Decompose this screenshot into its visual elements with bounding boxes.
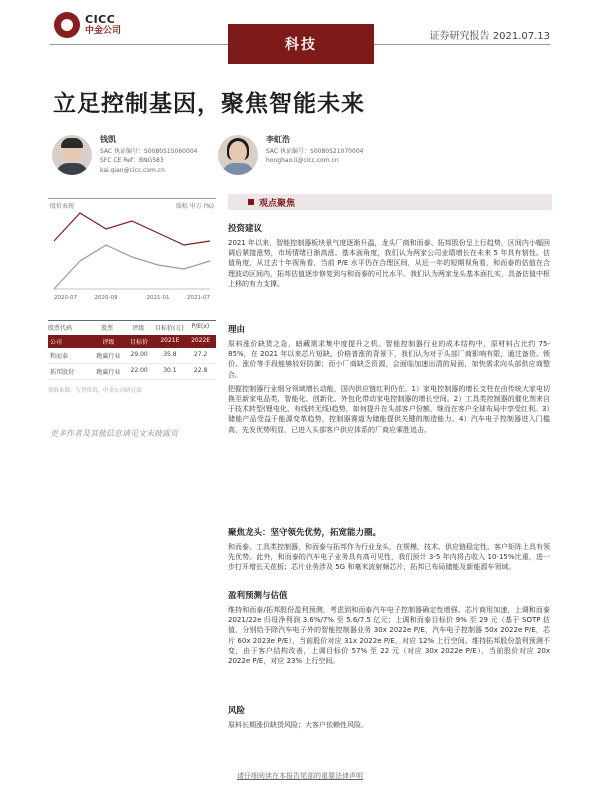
company-logo [54,12,121,38]
logo-en-text: CICC [85,13,116,26]
section-title: 聚焦龙头：坚守领先优势，拓宽能力圈。 [228,528,382,538]
highlights-label: 观点聚焦 [259,198,296,209]
table-cell: 拓邦股份 [50,369,75,376]
section-reasons [228,323,550,435]
table-subheader-cell: 公司 [50,339,63,346]
section-title: 盈利预测与估值 [228,591,288,601]
table-header-row [48,320,216,334]
table-subheader-cell: 目标价 [130,339,149,346]
table-cell: 和而泰 [50,353,69,360]
chart-svg [48,209,216,303]
x-tick-label: 2021-07 [187,295,210,301]
series-line-2 [54,245,210,289]
table-cell: 22.00 [130,367,148,374]
section-paragraph: 原料长期涨价缺货风险；大客户依赖性风险。 [228,721,368,729]
table-header-cell: 股票 [101,325,114,332]
table-source-note: 资料来源：万得资讯，中金公司研究部 [48,388,142,394]
section-leaders [228,526,550,573]
highlights-bar [228,194,552,210]
table-cell: 27.2 [193,351,208,358]
disclosure-note: 更多作者及其他信息请见文末披露页 [50,429,178,438]
table-row [48,348,216,364]
analyst-sfc: SFC CE Ref：BNG583 [100,157,164,164]
table-cell: 30.1 [163,367,177,374]
section-forecast [228,589,550,666]
section-paragraph: 2021 年以来，智能控制器板块景气度逐渐升温，龙头厂商和而泰、拓邦股份呈上行趋势，区间内小幅回调后紧接涨势，市场情绪日渐高涨。基本面角度，我们认为两家公司业绩增长在未来 5 年具有韧性。估值角度，从过去十年视角看，当前 P/E 水平仍在合理区间，从近一年的短期视角看，和而泰的估值在合理波动区间内，拓邦估值逐步修复到与和而泰的可比水平。我们认为两家龙头基本面扎实，具备估值中枢上移的有力支撑。 [228,239,550,288]
table-subheader-cell: 评级 [102,339,115,346]
section-title: 理由 [228,325,246,335]
x-tick-label: 2021-01 [146,295,170,301]
section-paragraph: 把握控制器行业细分领域增长动能，国内供应链红利仍在。1）家电控制器的增长支柱在由传统大家电切换至新家电品类，智能化、创新化、外包化带动家电控制器的增长空间。2）工具类控制器的催化剂来自于技术转型(锂电化、有线转无线)趋势，如何提升在头部客户份额，继而在客户全球布局中享受红利。3）储能产品受益于能源变革趋势，控制器赛道为储能提供关键的制造能力。4）汽车电子控制器进入门槛高，先发优势明显，已进入头部客户供应体系的厂商应乘胜追击。 [228,384,550,434]
legal-footer-link[interactable]: 请仔细阅读在本报告尾部的重要法律声明 [237,772,363,780]
table-header-cell: 目标价(元) [154,325,184,332]
section-title: 投资建议 [228,224,263,234]
analyst-name: 李虹浩 [266,135,290,144]
section-risk [228,704,550,730]
table-cell: 跑赢行业 [96,369,121,376]
section-paragraph: 原料涨价缺货之急，暗藏需求集中度提升之机。智能控制器行业的成本结构中，原材料占比约 75-85%，在 2021 年以来芯片短缺、价格普涨的背景下，我们认为对于头部厂商影响有限，通过备货、锁价、涨价等手段能够较好防御；而小厂商缺乏资源，会面临加速出清的局面，加快需求向头部供应商整合。 [228,340,550,379]
analyst-license: SAC 执证编号：S0080515060004 [100,147,198,155]
analyst-card [52,135,197,175]
table-cell: 35.8 [163,351,177,358]
square-bullet-icon [248,199,254,205]
section-tab: 科技 [228,24,374,64]
section-paragraph: 和而泰、工具类控制器，和而泰与拓邦作为行业龙头，在规模、技术、供应链稳定性、客户矩阵上具有领先优势。此外，和而泰的汽车电子业务具有高可见性，我们预计 3-5 年内将占收入 10-15%比重，进一步打开增长天花板；芯片业务涉及 5G 和毫米波射频芯片，拓邦已布局储能及新能源车领域。 [228,543,550,572]
logo-cn-text: 中金公司 [85,26,122,36]
analyst-card [218,135,363,175]
analyst-license: SAC 执证编号：S0080521070004 [266,147,364,155]
x-tick-label: 2020-09 [94,295,118,301]
report-title: 立足控制基因，聚焦智能未来 [53,91,365,117]
table-header-cell: 股票代码 [48,325,73,332]
analyst-name: 钱凯 [100,135,116,144]
table-header-cell: 评级 [132,325,145,332]
table-cell: 跑赢行业 [96,353,121,360]
analyst-email[interactable]: honghao.li@cicc.com.cn [266,157,339,164]
stock-performance-chart [48,198,216,302]
analyst-email[interactable]: kai.qian@cicc.com.cn [100,166,165,174]
x-tick-label: 2020-07 [54,295,77,301]
table-row [48,364,216,380]
analyst-avatar [52,135,92,175]
chart-legend: 瑞松 申万 (%) [175,203,214,210]
analyst-avatar [218,135,258,175]
series-line-1 [54,213,210,245]
cicc-logo-icon [54,12,80,38]
rating-table [48,320,216,394]
section-paragraph: 维持和而泰/拓邦股份盈利预测，考虑到和而泰汽车电子控制器确定性增强、芯片商用加速，上调和而泰 2021/22e 归母净利润 3.6%/7% 至 5.6/7.5 亿元；上调和而泰目标价 9% 至 29 元（基于 SOTP 估值，分别给予除汽车电子外的智能控制器业务 30x 2022e P/E，汽车电子控制器 50x 2022e P/E，芯片 60x 2023e P/E），当前股价对应 31x 2022e P/E，对应 12% 上行空间。维持拓邦股份盈利预测不变，由于客户结构改善，上调目标价 57% 至 22 元（对应 30x 2022e P/E），当前股价对应 20x 2022e P/E，对应 23% 上行空间。 [228,606,550,666]
table-subheader-cell: 2022E [191,337,211,344]
report-type: 证券研究报告 2021.07.13 [429,31,550,42]
table-subheader-bar [48,335,216,348]
section-investment [228,222,550,289]
section-title: 风险 [228,706,246,716]
table-cell: 29.00 [130,351,148,358]
chart-title: 股价表现 [50,203,75,210]
table-cell: 22.8 [193,367,208,374]
table-header-cell: P/E(x) [191,323,210,330]
table-subheader-cell: 2021E [160,337,180,344]
